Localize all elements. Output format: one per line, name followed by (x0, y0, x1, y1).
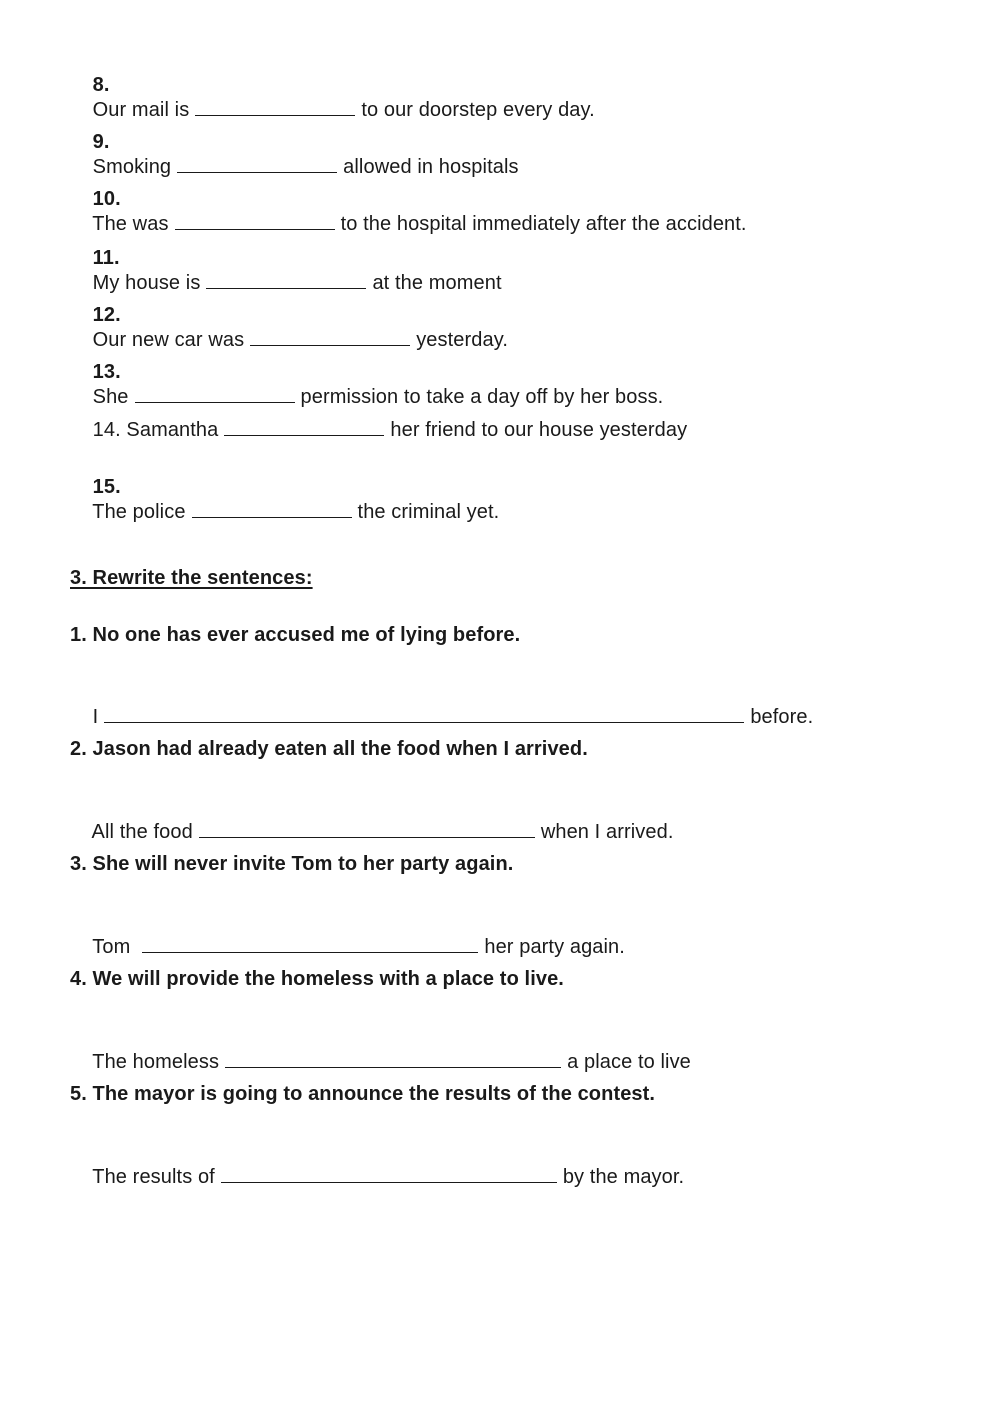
answer-text-after: her party again. (484, 936, 625, 958)
answer-text-after: when I arrived. (540, 821, 674, 843)
answer-text-before: I (92, 706, 99, 728)
item-text-after: at the moment (372, 272, 502, 294)
rewrite-question-3: 3. She will never invite Tom to her party again. (70, 853, 514, 875)
answer-blank[interactable] (192, 499, 352, 518)
item-number: 15. (92, 476, 121, 498)
item-number: 12. (92, 304, 121, 326)
item-number: 10. (92, 188, 121, 210)
answer-blank[interactable] (221, 1164, 557, 1183)
item-number: 13. (92, 361, 121, 383)
item-text-before: Smoking (92, 156, 172, 178)
item-text-after: to the hospital immediately after the accident. (340, 213, 747, 235)
item-text-before: Our new car was (92, 329, 245, 351)
item-text-after: permission to take a day off by her boss. (300, 386, 664, 408)
item-text-before: The was (92, 213, 169, 235)
item-number: 9. (92, 131, 110, 153)
answer-blank[interactable] (224, 417, 384, 436)
rewrite-question-4: 4. We will provide the homeless with a place to live. (70, 968, 564, 990)
item-text-after: allowed in hospitals (343, 156, 519, 178)
rewrite-question-2: 2. Jason had already eaten all the food when I arrived. (70, 738, 588, 760)
fill-in-item-15 (70, 451, 499, 548)
section-heading: 3. Rewrite the sentences: (70, 567, 313, 589)
answer-blank[interactable] (142, 934, 478, 953)
answer-text-before: Tom (92, 936, 131, 958)
answer-text-before: The homeless (92, 1051, 220, 1073)
item-text-before: 14. Samantha (92, 419, 219, 441)
item-text-after: yesterday. (416, 329, 508, 351)
answer-text-after: before. (750, 706, 814, 728)
answer-text-before: The results of (92, 1166, 215, 1188)
rewrite-question-5: 5. The mayor is going to announce the results of the contest. (70, 1083, 656, 1105)
item-text-after: to our doorstep every day. (361, 99, 595, 121)
answer-blank[interactable] (225, 1049, 561, 1068)
answer-blank[interactable] (199, 819, 535, 838)
item-text-before: My house is (92, 272, 201, 294)
rewrite-answer-5 (70, 1140, 684, 1213)
answer-blank[interactable] (104, 704, 744, 723)
rewrite-question-1: 1. No one has ever accused me of lying before. (70, 624, 521, 646)
answer-text-after: a place to live (567, 1051, 691, 1073)
item-number: 8. (92, 74, 110, 96)
item-text-after: her friend to our house yesterday (390, 419, 688, 441)
item-text-before: Our mail is (92, 99, 190, 121)
item-text-after: the criminal yet. (357, 501, 500, 523)
answer-text-after: by the mayor. (562, 1166, 685, 1188)
answer-text-before: All the food (91, 821, 193, 843)
item-text-before: The police (92, 501, 186, 523)
item-text-before: She (92, 386, 129, 408)
item-number: 11. (92, 247, 120, 269)
